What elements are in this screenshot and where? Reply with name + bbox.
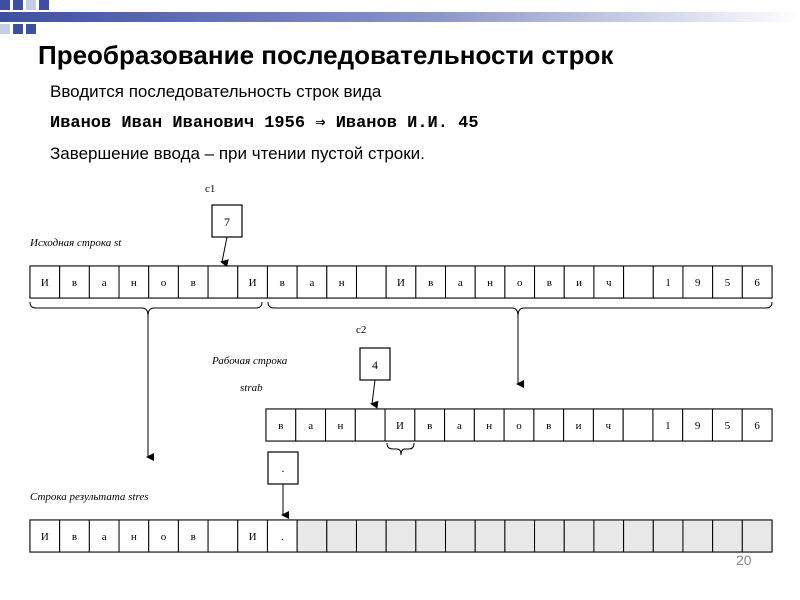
termination-text: Завершение ввода – при чтении пустой строки. [50,144,425,163]
st-cell-char: а [457,277,463,289]
stres-cell [297,520,327,552]
stres-cell [564,520,594,552]
strab-cell [355,409,385,441]
strab-cell-char: о [516,420,522,432]
st-cell-char: о [516,277,523,289]
c2-pointer-arrow [372,380,375,404]
strab-cell-char: и [575,420,582,432]
st-string-cells [30,266,772,298]
stres-cell-char: н [130,531,137,543]
strab-cell-char: ч [605,420,612,432]
st-cell-char: а [101,277,107,289]
stres-cell [327,520,357,552]
strab-cell-char: в [546,420,552,432]
left-brace [30,302,262,316]
stres-label: Строка результата stres [30,491,149,503]
stres-cell [416,520,446,552]
strab-string-cells [266,409,772,441]
stres-cell [535,520,565,552]
st-cell [208,266,238,298]
c1-value: 7 [224,215,230,229]
stres-cell [713,520,743,552]
stres-cell [653,520,683,552]
strab-label: Рабочая строка [212,355,288,367]
st-cell-char: 1 [665,277,671,289]
stres-cell-char: а [101,531,107,543]
st-cell-char: н [487,277,493,289]
strab-cell-char: в [427,420,433,432]
c2-label: c2 [356,324,367,336]
stres-cell [624,520,654,552]
st-cell-char: ч [605,277,612,289]
st-cell-char: и [576,277,583,289]
st-cell-char: в [428,277,434,289]
stres-cell [356,520,386,552]
stres-cell-char: о [160,531,167,543]
st-cell-char: И [248,277,257,289]
stres-cell-char: . [280,531,284,543]
st-cell-char: н [338,277,345,289]
stres-cell [505,520,535,552]
stres-cell [683,520,713,552]
implies-icon: ⇒ [315,114,326,133]
c1-pointer-arrow [222,237,227,262]
stres-cell-char: И [248,531,257,543]
c2-value: 4 [372,358,378,372]
strab-cell-char: в [278,420,284,432]
stres-cell [594,520,624,552]
st-cell [356,266,386,298]
strab-cell-char: н [486,420,493,432]
strab-cell-char: 6 [754,420,760,432]
stres-cell [446,520,476,552]
right-brace [268,302,772,316]
st-cell-char: о [160,277,167,289]
stres-cell [475,520,505,552]
st-cell-char: н [130,277,137,289]
stres-cell [208,520,238,552]
st-cell-char: в [71,277,78,289]
strab-cell [623,409,653,441]
st-cell-char: в [190,277,196,289]
st-cell-char: в [279,277,285,289]
strab-name: strab [240,382,263,394]
slide-number: 20 [736,552,752,568]
st-cell-char: И [397,277,405,289]
strab-cell-char: 1 [665,420,671,432]
strab-cell-char: н [337,420,344,432]
st-cell-char: в [546,277,553,289]
st-cell-char: 5 [724,277,731,289]
strab-brace [387,443,414,455]
dot-value: . [281,461,285,475]
st-cell [624,266,654,298]
stres-cell-char: И [40,531,49,543]
st-cell-char: И [40,277,49,289]
strab-cell-char: И [395,420,404,432]
stres-cell [742,520,772,552]
stres-string-cells [30,520,772,552]
st-label: Исходная строка st [30,237,122,249]
c1-label: c1 [205,183,216,195]
stres-cell-char: в [71,531,78,543]
stres-cell [386,520,416,552]
st-cell-char: 9 [695,277,701,289]
strab-cell-char: 9 [694,420,701,432]
st-cell-char: а [309,277,315,289]
intro-text: Вводится последовательность строк вида [50,82,382,101]
stres-cell-char: в [190,531,196,543]
example-input: Иванов Иван Иванович 1956 [50,114,306,133]
strab-cell-char: а [457,420,462,432]
slide-title: Преобразование последовательности строк [38,40,614,70]
strab-cell-char: 5 [724,420,731,432]
strab-cell-char: а [308,420,314,432]
example-output: Иванов И.И. 45 [335,114,479,133]
st-cell-char: 6 [754,277,760,289]
